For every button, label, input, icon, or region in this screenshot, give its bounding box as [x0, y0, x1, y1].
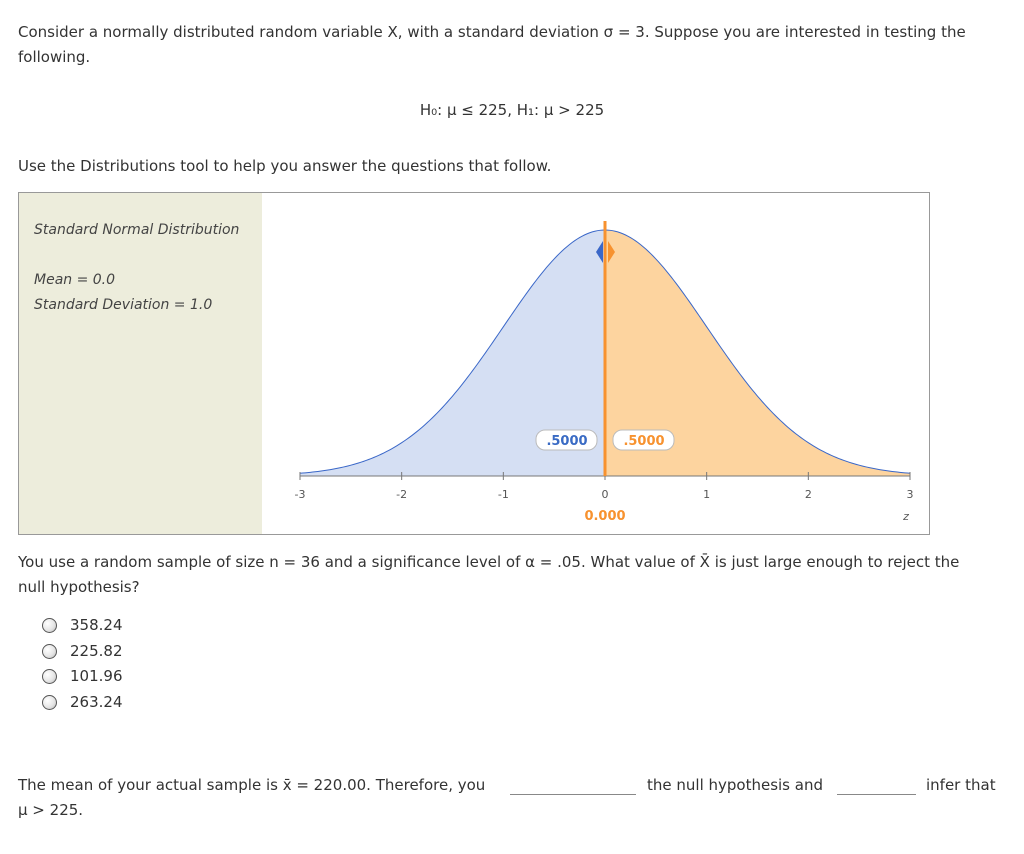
- option-1-label: 358.24: [70, 616, 123, 634]
- right-area-badge: [613, 430, 674, 450]
- x-tick-label: -2: [396, 488, 408, 501]
- intro-text: [18, 20, 1003, 70]
- radio-button-icon[interactable]: [42, 618, 57, 633]
- x-tick-label: 1: [703, 488, 711, 501]
- x-tick-label: 2: [804, 488, 812, 501]
- option-4-label: 263.24: [70, 693, 123, 711]
- question-line-2: null hypothesis?: [18, 578, 140, 596]
- option-4[interactable]: [42, 692, 123, 712]
- final-part-3: infer that: [926, 776, 996, 794]
- option-3[interactable]: [42, 666, 123, 686]
- x-tick-label: -3: [294, 488, 306, 501]
- tool-info-panel: [19, 193, 262, 534]
- mean-readout: Mean = 0.0: [34, 272, 116, 288]
- reject-decision-blank[interactable]: [510, 776, 636, 795]
- option-1[interactable]: [42, 615, 123, 635]
- radio-button-icon[interactable]: [42, 644, 57, 659]
- final-line-2: μ > 225.: [18, 801, 84, 819]
- inference-blank[interactable]: [837, 776, 916, 795]
- radio-button-icon[interactable]: [42, 695, 57, 710]
- final-part-2: the null hypothesis and: [647, 776, 823, 794]
- distributions-tool: [18, 192, 930, 535]
- intro-line-2: following.: [18, 48, 91, 66]
- radio-button-icon[interactable]: [42, 669, 57, 684]
- distribution-title: Standard Normal Distribution: [34, 222, 240, 238]
- right-area-label: .5000: [623, 434, 665, 449]
- option-2-label: 225.82: [70, 642, 123, 660]
- x-tick-label: 0: [601, 488, 609, 501]
- instruction-text: Use the Distributions tool to help you answer the questions that follow.: [18, 157, 552, 175]
- sd-readout: Standard Deviation = 1.0: [34, 297, 213, 313]
- hypothesis-statement: H₀: μ ≤ 225, H₁: μ > 225: [419, 101, 605, 119]
- question-text: [18, 550, 1003, 600]
- option-3-label: 101.96: [70, 667, 123, 685]
- intro-line-1: Consider a normally distributed random variable X, with a standard deviation σ = 3. Suppose you are interested in testing the: [18, 23, 966, 41]
- question-line-1: You use a random sample of size n = 36 and a significance level of α = .05. What value of X̄ is just large enough to reject the: [18, 553, 960, 571]
- cutoff-value-label: 0.000: [584, 509, 626, 524]
- x-tick-label: 3: [906, 488, 914, 501]
- axis-variable-label: z: [903, 510, 909, 523]
- left-area-badge: [536, 430, 597, 450]
- option-2[interactable]: [42, 641, 123, 661]
- left-area-label: .5000: [546, 434, 588, 449]
- distribution-chart[interactable]: [262, 193, 929, 534]
- x-tick-label: -1: [497, 488, 509, 501]
- final-part-1: The mean of your actual sample is x̄ = 220.00. Therefore, you: [18, 776, 486, 794]
